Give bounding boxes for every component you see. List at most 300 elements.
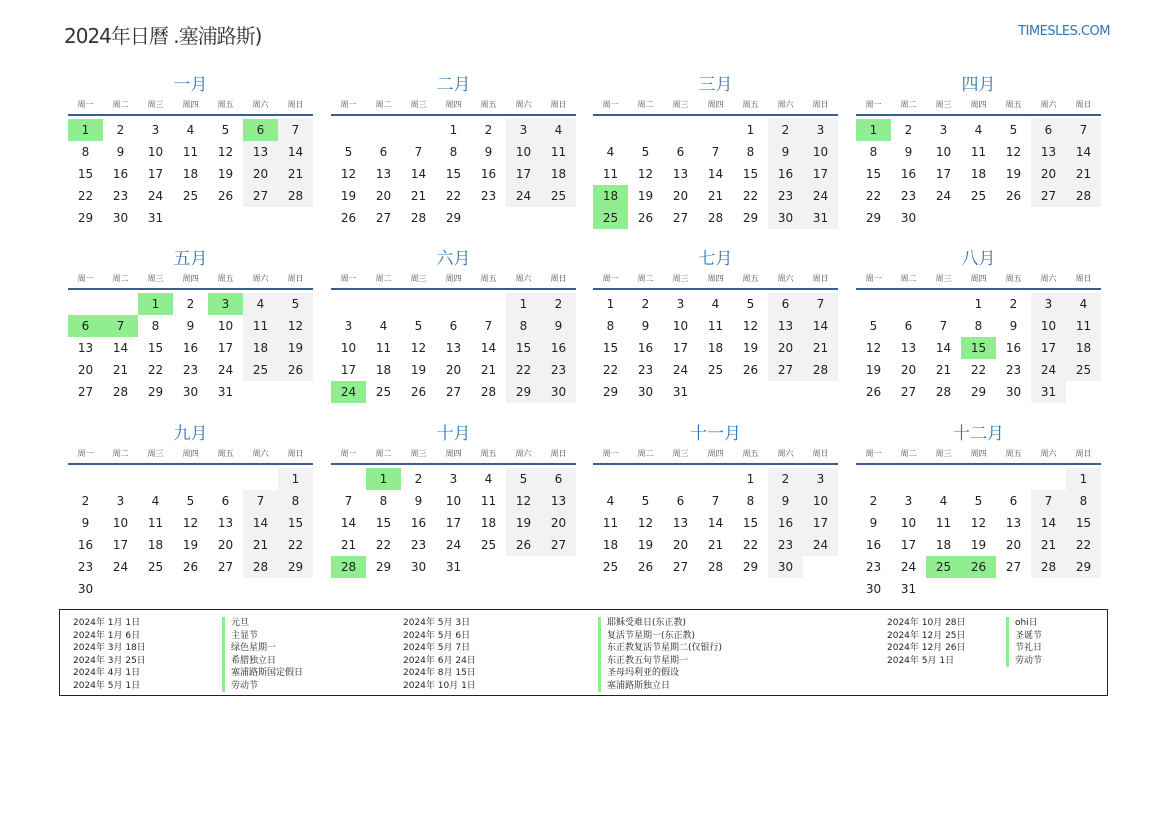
day-cell: 16 <box>410 516 427 530</box>
weekday-label: 周五 <box>217 274 234 283</box>
weekday-label: 周五 <box>742 274 759 283</box>
day-cell: 11 <box>707 319 724 333</box>
holiday-names-col2 <box>598 617 722 692</box>
day-cell: 26 <box>742 363 759 377</box>
empty-cell <box>926 293 961 315</box>
weekday-label: 周六 <box>777 100 794 109</box>
holiday-day-cell: 25 <box>593 207 628 229</box>
day-cell: 23 <box>1005 363 1022 377</box>
day-cell: 14 <box>480 341 497 355</box>
day-cell: 5 <box>641 494 650 508</box>
day-cell: 3 <box>803 119 838 141</box>
holiday-date: 2024年 5月 7日 <box>403 643 471 653</box>
day-cell: 4 <box>974 123 983 137</box>
holiday-date: 2024年 8月 15日 <box>403 668 476 678</box>
day-cell: 7 <box>803 293 838 315</box>
holiday-date: 2024年 10月 1日 <box>403 680 476 691</box>
day-cell: 27 <box>1031 185 1066 207</box>
day-cell: 10 <box>672 319 689 333</box>
day-cell: 24 <box>803 185 838 207</box>
empty-cell <box>891 468 926 490</box>
weekday-header <box>856 445 1101 465</box>
weekday-label: 周五 <box>217 449 234 458</box>
day-grid <box>331 293 576 403</box>
day-cell: 11 <box>375 341 392 355</box>
day-cell: 10 <box>803 490 838 512</box>
day-cell: 29 <box>742 560 759 574</box>
day-cell: 1 <box>974 297 983 311</box>
day-cell: 16 <box>541 337 576 359</box>
day-cell: 29 <box>506 381 541 403</box>
day-cell: 14 <box>707 167 724 181</box>
day-cell: 31 <box>147 211 164 225</box>
day-cell: 17 <box>672 341 689 355</box>
weekday-label: 周一 <box>602 449 619 458</box>
day-cell: 7 <box>1066 119 1101 141</box>
holiday-day-cell: 7 <box>103 315 138 337</box>
holiday-date: 2024年 12月 25日 <box>887 630 966 641</box>
day-cell: 2 <box>541 293 576 315</box>
day-cell: 24 <box>506 185 541 207</box>
day-cell: 30 <box>112 211 129 225</box>
day-cell: 9 <box>768 490 803 512</box>
weekday-label: 周日 <box>287 449 304 458</box>
weekday-label: 周一 <box>340 274 357 283</box>
day-cell: 12 <box>1005 145 1022 159</box>
day-cell: 4 <box>379 319 388 333</box>
day-cell: 9 <box>541 315 576 337</box>
weekday-label: 周六 <box>515 100 532 109</box>
weekday-label: 周五 <box>217 100 234 109</box>
day-cell: 29 <box>602 385 619 399</box>
day-cell: 22 <box>375 538 392 552</box>
day-cell: 10 <box>935 145 952 159</box>
day-cell: 15 <box>147 341 164 355</box>
day-cell: 1 <box>746 123 755 137</box>
day-grid <box>68 293 313 403</box>
day-cell: 14 <box>1066 141 1101 163</box>
day-grid <box>593 119 838 229</box>
day-cell: 14 <box>935 341 952 355</box>
weekday-header <box>593 96 838 116</box>
weekday-label: 周四 <box>970 274 987 283</box>
day-cell: 7 <box>1031 490 1066 512</box>
day-cell: 20 <box>672 538 689 552</box>
month-9 <box>68 423 313 600</box>
day-cell: 25 <box>707 363 724 377</box>
weekday-label: 周三 <box>147 449 164 458</box>
day-cell: 1 <box>278 468 313 490</box>
holiday-day-cell: 1 <box>366 468 401 490</box>
holiday-day-cell: 1 <box>138 293 173 315</box>
day-cell: 24 <box>900 560 917 574</box>
day-cell: 12 <box>506 490 541 512</box>
weekday-label: 周日 <box>1075 274 1092 283</box>
weekday-label: 周一 <box>602 274 619 283</box>
holiday-name: 元旦 <box>222 617 303 630</box>
day-cell: 30 <box>768 207 803 229</box>
day-cell: 1 <box>506 293 541 315</box>
day-cell: 21 <box>707 538 724 552</box>
weekday-label: 周五 <box>742 449 759 458</box>
day-cell: 27 <box>672 560 689 574</box>
holiday-dates-col2 <box>403 617 476 692</box>
holiday-name: 塞浦路斯独立日 <box>598 680 722 693</box>
day-cell: 18 <box>935 538 952 552</box>
day-cell: 31 <box>217 385 234 399</box>
day-cell: 14 <box>1031 512 1066 534</box>
day-cell: 25 <box>243 359 278 381</box>
day-cell: 28 <box>112 385 129 399</box>
month-name: 八月 <box>961 249 996 269</box>
day-cell: 27 <box>768 359 803 381</box>
day-cell: 2 <box>186 297 195 311</box>
day-cell: 8 <box>506 315 541 337</box>
day-cell: 19 <box>637 189 654 203</box>
weekday-label: 周四 <box>182 100 199 109</box>
day-cell: 29 <box>278 556 313 578</box>
day-cell: 26 <box>637 211 654 225</box>
day-cell: 30 <box>410 560 427 574</box>
day-cell: 3 <box>803 468 838 490</box>
weekday-label: 周六 <box>777 449 794 458</box>
day-cell: 20 <box>217 538 234 552</box>
empty-cell <box>891 293 926 315</box>
day-cell: 11 <box>935 516 952 530</box>
day-cell: 22 <box>602 363 619 377</box>
day-cell: 13 <box>900 341 917 355</box>
day-cell: 10 <box>340 341 357 355</box>
weekday-label: 周五 <box>742 100 759 109</box>
day-cell: 9 <box>869 516 878 530</box>
day-cell: 12 <box>865 341 882 355</box>
weekday-label: 周四 <box>707 100 724 109</box>
holiday-date: 2024年 12月 26日 <box>887 643 966 653</box>
weekday-label: 周六 <box>515 449 532 458</box>
day-cell: 19 <box>340 189 357 203</box>
holiday-names-col1 <box>222 617 303 692</box>
weekday-label: 周日 <box>550 274 567 283</box>
day-cell: 6 <box>676 494 685 508</box>
day-cell: 16 <box>900 167 917 181</box>
day-cell: 2 <box>116 123 125 137</box>
month-name: 七月 <box>698 249 733 269</box>
day-cell: 10 <box>803 141 838 163</box>
day-cell: 17 <box>340 363 357 377</box>
day-cell: 6 <box>221 494 230 508</box>
day-cell: 10 <box>1031 315 1066 337</box>
holiday-list <box>59 609 1108 696</box>
empty-cell <box>628 119 663 141</box>
month-6 <box>331 248 576 403</box>
day-cell: 10 <box>112 516 129 530</box>
weekday-label: 周一 <box>340 100 357 109</box>
day-cell: 2 <box>904 123 913 137</box>
weekday-label: 周四 <box>970 449 987 458</box>
day-cell: 7 <box>939 319 948 333</box>
day-cell: 7 <box>711 145 720 159</box>
day-cell: 28 <box>707 560 724 574</box>
day-cell: 9 <box>414 494 423 508</box>
day-cell: 2 <box>869 494 878 508</box>
empty-cell <box>366 293 401 315</box>
day-cell: 25 <box>970 189 987 203</box>
month-name: 二月 <box>436 75 471 95</box>
holiday-day-cell: 1 <box>856 119 891 141</box>
day-cell: 10 <box>506 141 541 163</box>
day-cell: 21 <box>1031 534 1066 556</box>
weekday-header <box>856 96 1101 116</box>
day-cell: 22 <box>278 534 313 556</box>
day-cell: 19 <box>865 363 882 377</box>
day-cell: 13 <box>1031 141 1066 163</box>
weekday-label: 周日 <box>1075 100 1092 109</box>
month-name: 四月 <box>961 75 996 95</box>
day-cell: 23 <box>865 560 882 574</box>
holiday-date: 2024年 1月 1日 <box>73 618 141 628</box>
empty-cell <box>698 468 733 490</box>
holiday-date: 2024年 3月 25日 <box>73 655 146 666</box>
empty-cell <box>996 468 1031 490</box>
day-cell: 26 <box>637 560 654 574</box>
day-cell: 22 <box>970 363 987 377</box>
weekday-label: 周一 <box>602 100 619 109</box>
day-cell: 2 <box>768 119 803 141</box>
day-cell: 19 <box>637 538 654 552</box>
day-cell: 9 <box>768 141 803 163</box>
day-cell: 16 <box>182 341 199 355</box>
day-cell: 29 <box>1066 556 1101 578</box>
day-cell: 20 <box>672 189 689 203</box>
weekday-label: 周三 <box>672 100 689 109</box>
day-cell: 1 <box>746 472 755 486</box>
month-8 <box>856 248 1101 403</box>
month-name: 六月 <box>436 249 471 269</box>
empty-cell <box>208 468 243 490</box>
day-cell: 23 <box>768 534 803 556</box>
day-cell: 12 <box>970 516 987 530</box>
day-cell: 29 <box>742 211 759 225</box>
day-grid <box>331 468 576 578</box>
day-cell: 20 <box>768 337 803 359</box>
month-1 <box>68 74 313 229</box>
day-cell: 14 <box>278 141 313 163</box>
day-cell: 5 <box>414 319 423 333</box>
day-cell: 21 <box>707 189 724 203</box>
empty-cell <box>663 119 698 141</box>
weekday-label: 周一 <box>77 100 94 109</box>
day-cell: 31 <box>672 385 689 399</box>
day-cell: 21 <box>1066 163 1101 185</box>
weekday-label: 周二 <box>375 449 392 458</box>
day-cell: 22 <box>742 538 759 552</box>
day-cell: 2 <box>768 468 803 490</box>
empty-cell <box>593 468 628 490</box>
day-cell: 7 <box>278 119 313 141</box>
day-cell: 22 <box>445 189 462 203</box>
day-cell: 21 <box>410 189 427 203</box>
weekday-label: 周六 <box>777 274 794 283</box>
day-cell: 18 <box>182 167 199 181</box>
day-grid <box>856 468 1101 600</box>
empty-cell <box>856 468 891 490</box>
day-cell: 18 <box>602 538 619 552</box>
day-cell: 19 <box>182 538 199 552</box>
day-grid <box>856 293 1101 403</box>
day-cell: 12 <box>340 167 357 181</box>
empty-cell <box>243 468 278 490</box>
weekday-label: 周二 <box>900 100 917 109</box>
day-cell: 7 <box>344 494 353 508</box>
day-cell: 5 <box>974 494 983 508</box>
holiday-date: 2024年 5月 1日 <box>887 655 955 666</box>
day-cell: 11 <box>243 315 278 337</box>
site-link[interactable]: TIMESLES.COM <box>1018 24 1110 39</box>
day-cell: 24 <box>1031 359 1066 381</box>
day-cell: 4 <box>151 494 160 508</box>
day-cell: 13 <box>1005 516 1022 530</box>
holiday-day-cell: 18 <box>593 185 628 207</box>
month-name: 十月 <box>436 424 471 444</box>
day-cell: 18 <box>1066 337 1101 359</box>
day-cell: 8 <box>81 145 90 159</box>
weekday-label: 周六 <box>1040 449 1057 458</box>
day-cell: 11 <box>1066 315 1101 337</box>
day-cell: 27 <box>77 385 94 399</box>
weekday-label: 周六 <box>252 274 269 283</box>
month-name: 十一月 <box>690 424 741 444</box>
holiday-date: 2024年 1月 6日 <box>73 630 141 641</box>
weekday-label: 周二 <box>112 100 129 109</box>
day-cell: 6 <box>449 319 458 333</box>
day-cell: 15 <box>1066 512 1101 534</box>
day-cell: 7 <box>414 145 423 159</box>
day-cell: 23 <box>480 189 497 203</box>
month-3 <box>593 74 838 229</box>
day-cell: 1 <box>449 123 458 137</box>
weekday-label: 周四 <box>445 449 462 458</box>
weekday-label: 周二 <box>112 274 129 283</box>
day-cell: 23 <box>768 185 803 207</box>
empty-cell <box>68 468 103 490</box>
weekday-header <box>331 270 576 290</box>
day-cell: 13 <box>243 141 278 163</box>
day-cell: 5 <box>1009 123 1018 137</box>
empty-cell <box>698 119 733 141</box>
holiday-name: 劳动节 <box>222 680 303 693</box>
day-cell: 25 <box>480 538 497 552</box>
weekday-label: 周五 <box>480 100 497 109</box>
weekday-label: 周四 <box>182 449 199 458</box>
holiday-dates-col3 <box>887 617 966 667</box>
day-cell: 9 <box>81 516 90 530</box>
holiday-day-cell: 28 <box>331 556 366 578</box>
day-cell: 28 <box>243 556 278 578</box>
weekday-header <box>593 445 838 465</box>
weekday-label: 周二 <box>375 274 392 283</box>
month-7 <box>593 248 838 403</box>
holiday-dates-col1 <box>73 617 146 692</box>
day-cell: 24 <box>672 363 689 377</box>
empty-cell <box>366 119 401 141</box>
day-cell: 16 <box>77 538 94 552</box>
day-cell: 28 <box>480 385 497 399</box>
empty-cell <box>1031 468 1066 490</box>
day-cell: 27 <box>243 185 278 207</box>
day-cell: 20 <box>1031 163 1066 185</box>
weekday-label: 周四 <box>182 274 199 283</box>
empty-cell <box>628 468 663 490</box>
day-cell: 16 <box>768 512 803 534</box>
day-cell: 15 <box>506 337 541 359</box>
weekday-header <box>68 445 313 465</box>
day-grid <box>331 119 576 229</box>
day-cell: 18 <box>147 538 164 552</box>
day-cell: 21 <box>480 363 497 377</box>
day-cell: 25 <box>147 560 164 574</box>
day-cell: 30 <box>637 385 654 399</box>
day-cell: 16 <box>1005 341 1022 355</box>
day-cell: 5 <box>221 123 230 137</box>
day-cell: 6 <box>1009 494 1018 508</box>
weekday-label: 周日 <box>812 449 829 458</box>
weekday-label: 周三 <box>410 100 427 109</box>
holiday-name: 主显节 <box>222 630 303 643</box>
day-cell: 8 <box>449 145 458 159</box>
holiday-date: 2024年 3月 18日 <box>73 643 146 653</box>
day-cell: 2 <box>81 494 90 508</box>
weekday-label: 周二 <box>637 274 654 283</box>
day-cell: 16 <box>768 163 803 185</box>
day-cell: 6 <box>379 145 388 159</box>
day-grid <box>593 293 838 403</box>
weekday-label: 周五 <box>1005 274 1022 283</box>
weekday-label: 周六 <box>252 100 269 109</box>
day-cell: 8 <box>278 490 313 512</box>
day-cell: 27 <box>375 211 392 225</box>
holiday-names-col3 <box>1006 617 1042 667</box>
holiday-name: 希腊独立日 <box>222 655 303 668</box>
day-cell: 20 <box>445 363 462 377</box>
weekday-label: 周五 <box>1005 449 1022 458</box>
day-cell: 31 <box>900 582 917 596</box>
day-cell: 12 <box>217 145 234 159</box>
day-cell: 29 <box>865 211 882 225</box>
day-cell: 1 <box>1066 468 1101 490</box>
empty-cell <box>138 468 173 490</box>
day-cell: 17 <box>506 163 541 185</box>
day-cell: 20 <box>243 163 278 185</box>
weekday-label: 周三 <box>147 100 164 109</box>
day-cell: 29 <box>445 211 462 225</box>
day-cell: 17 <box>803 163 838 185</box>
weekday-label: 周二 <box>900 274 917 283</box>
day-cell: 3 <box>151 123 160 137</box>
day-cell: 13 <box>672 516 689 530</box>
day-cell: 14 <box>340 516 357 530</box>
weekday-label: 周一 <box>340 449 357 458</box>
day-cell: 13 <box>768 315 803 337</box>
day-cell: 17 <box>112 538 129 552</box>
weekday-label: 周四 <box>970 100 987 109</box>
holiday-day-cell: 1 <box>68 119 103 141</box>
day-cell: 8 <box>606 319 615 333</box>
day-cell: 23 <box>900 189 917 203</box>
day-cell: 22 <box>1066 534 1101 556</box>
day-cell: 10 <box>445 494 462 508</box>
day-cell: 6 <box>904 319 913 333</box>
day-cell: 1 <box>606 297 615 311</box>
